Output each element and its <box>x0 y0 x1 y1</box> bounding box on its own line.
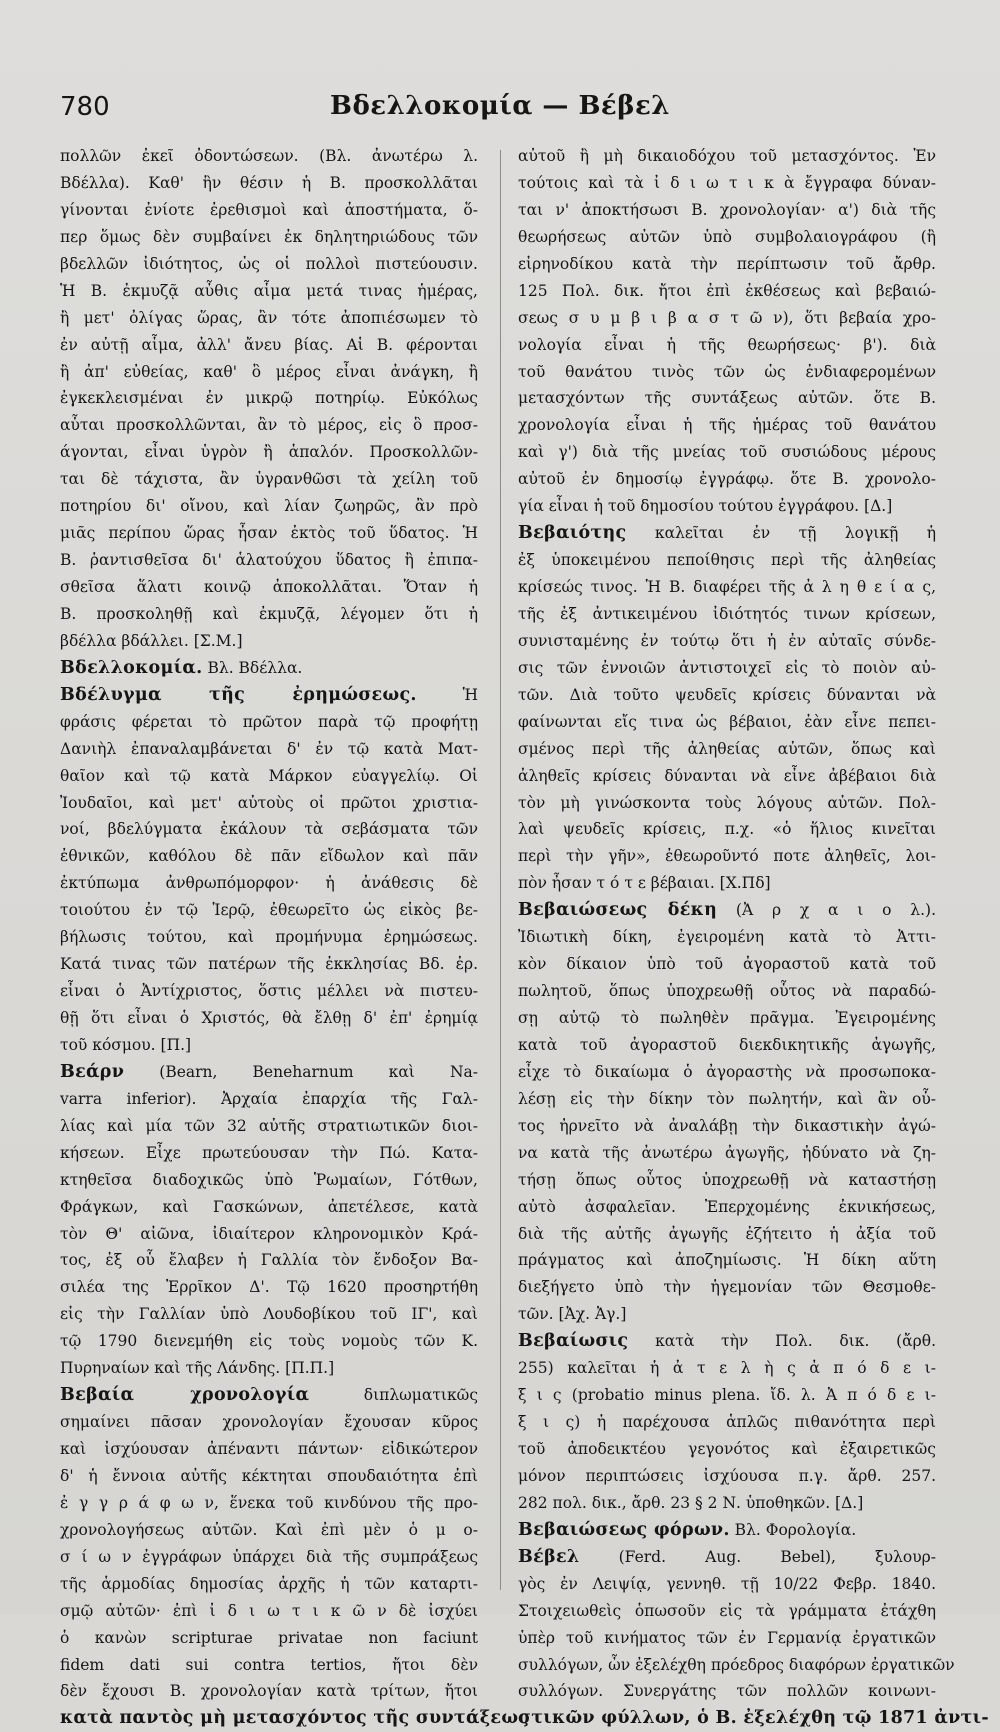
text-line <box>60 1382 478 1409</box>
text-fragment: θῇ ὅτι εἶναι ὁ Χριστός, θὰ ἔλθῃ δ' ἐπ' ἐρημίᾳ <box>60 1009 478 1027</box>
text-line <box>60 1221 478 1248</box>
text-fragment: σῃ αὐτῷ τὸ πωληθὲν πρᾶγμα. Ἐγειρομένης <box>518 1009 936 1027</box>
text-line <box>518 574 936 601</box>
text-line <box>60 1517 478 1544</box>
text-line <box>60 843 478 870</box>
text-line <box>60 628 478 655</box>
text-line <box>518 1598 936 1625</box>
text-line <box>518 359 936 386</box>
text-fragment: θαῖον καὶ τῷ κατὰ Μάρκον εὐαγγελίῳ. Οἱ <box>60 766 478 785</box>
text-fragment: τῆς ἐξ ἀντικειμένου ἰδιότητός τινων κρίσεων, <box>518 604 936 623</box>
text-fragment: σμῷ αὐτῶν· ἐπὶ ἰ δ ι ω τ ι κ ῶ ν δὲ ἰσχύει <box>60 1601 478 1620</box>
text-fragment: ἐν αὐτῇ αἷμα, ἀλλ' ἄνευ βίας. Αἱ Β. φέρονται <box>60 335 478 354</box>
text-line <box>518 1328 936 1355</box>
text-line <box>60 197 478 224</box>
text-line <box>518 816 936 843</box>
text-line <box>518 1140 936 1167</box>
text-fragment: περ ὅμως δὲν συμβαίνει ἐκ δηλητηριώδους τῶν <box>60 227 478 246</box>
text-fragment: γίνονται ἐνίοτε ἐρεθισμοὶ καὶ ἀποστήματα, ὅ- <box>60 200 478 219</box>
text-fragment: ἐγκεκλεισμέναι ἐν μικρῷ ποτηρίῳ. Εὐκόλως <box>60 389 478 408</box>
text-fragment: Δανιὴλ ἐπαναλαμβάνεται δ' ἐν τῷ κατὰ Ματ- <box>60 739 478 758</box>
text-fragment: δ' ἡ ἔννοια αὐτῆς κέκτηται σπουδαιότητα ἐπὶ <box>60 1466 478 1485</box>
text-fragment: ται δὲ τάχιστα, ἂν ὑγρανθῶσι τὰ χείλη τοῦ <box>60 470 478 489</box>
entry-headword: Βδελλοκομία. <box>60 657 203 678</box>
text-line <box>518 493 936 520</box>
text-fragment: ξ ι ς (probatio minus plena. ἴδ. λ. Ἀ π ό δ ε ι- <box>518 1386 936 1405</box>
text-line <box>518 1571 936 1598</box>
text-fragment: ἐξ ὑποκειμένου πεποίθησις περὶ τῆς ἀληθείας <box>518 551 936 570</box>
text-fragment: τος, ἐξ οὗ ἔλαβεν ἡ Γαλλία τὸν ἔνδοξον Βα- <box>60 1251 478 1270</box>
text-fragment: Βδέλλα). Καθ' ἣν θέσιν ἡ Β. προσκολλᾶται <box>60 173 478 192</box>
text-fragment: κατὰ τὴν Πολ. δικ. (ἄρθ. <box>628 1332 936 1351</box>
text-line <box>518 897 936 924</box>
text-line <box>518 224 936 251</box>
entry-headword: Βεβαία χρονολογία <box>60 1385 310 1406</box>
text-fragment: ἢ μετ' ὀλίγας ὥρας, ἂν τότε ἀποπιέσωμεν τὸ <box>60 308 478 327</box>
text-fragment: (Ferd. Aug. Bebel), ξυλουρ- <box>579 1547 936 1566</box>
text-line <box>60 1625 478 1652</box>
text-line <box>518 951 936 978</box>
text-line <box>518 547 936 574</box>
text-fragment: 125 Πολ. δικ. ἤτοι ἐπὶ ἐκθέσεως καὶ βεβαιώ- <box>518 281 936 300</box>
text-fragment: σ ί ω ν ἐγγράφων ὑπάρχει διὰ τῆς συμπράξεως <box>60 1547 478 1566</box>
text-fragment: γὸς ἐν Λειψίᾳ, γεννηθ. τῇ 10/22 Φεβρ. 1840. <box>518 1574 936 1593</box>
text-line <box>60 1409 478 1436</box>
text-fragment: ξ ι ς) ἡ παρέχουσα ἁπλῶς πιθανότητα περὶ <box>518 1413 936 1432</box>
right-column <box>518 143 990 1729</box>
text-fragment: ποτηρίου δι' οἴνου, καὶ λίαν ζωηρῶς, ἂν πρὸ <box>60 497 478 516</box>
text-line <box>518 1247 936 1274</box>
text-fragment: καὶ γ') διὰ τῆς μνείας τοῦ συσιώδους μέρους <box>518 443 936 462</box>
text-line <box>60 359 478 386</box>
text-line <box>518 1194 936 1221</box>
text-fragment: τήσῃ ὅπως οὗτος ὑποχρεωθῇ νὰ καταστήσῃ <box>518 1170 936 1189</box>
text-line <box>60 278 478 305</box>
text-fragment: αὐτοῦ ἢ μὴ δικαιοδόχου τοῦ μετασχόντος. Ἐν <box>518 147 936 165</box>
text-line <box>518 1301 936 1328</box>
text-line <box>518 1678 936 1705</box>
entry-headword: Βεβαίωσις <box>518 1331 629 1352</box>
text-line <box>518 1436 936 1463</box>
text-line <box>518 1005 936 1032</box>
text-fragment: varra inferior). Ἀρχαία ἐπαρχία τῆς Γαλ- <box>60 1089 478 1108</box>
text-line <box>518 332 936 359</box>
text-line <box>60 951 478 978</box>
text-fragment: αὐτὸ ἀσφαλεῖαν. Ἐπερχομένης ἐκνικήσεως, <box>518 1197 936 1216</box>
text-fragment: ὑπὲρ τοῦ κινήματος τῶν ἐν Γερμανίᾳ ἐργατικῶν <box>518 1628 936 1647</box>
text-fragment: καὶ ἰσχύουσαν ἀπέναντι πάντων· εἰδικώτερον <box>60 1440 478 1458</box>
text-line <box>60 305 478 332</box>
text-fragment: βδελλῶν ἰδιότητος, ὡς οἱ πολλοὶ πιστεύουσιν. <box>60 254 478 273</box>
text-fragment: (Ἀ ρ χ α ι ο λ.). <box>717 901 936 920</box>
text-line <box>518 1113 936 1140</box>
text-line <box>518 1059 936 1086</box>
text-fragment: ἐθνικῶν, καθόλου δὲ πᾶν εἴδωλον καὶ πᾶν <box>60 847 478 866</box>
text-fragment: καλεῖται ἐν τῇ λογικῇ ἡ <box>626 524 936 543</box>
text-fragment: συλλόγων. Συνεργάτης τῶν πολλῶν κοινωνι- <box>518 1682 936 1701</box>
text-fragment: γία εἶναι ἡ τοῦ δημοσίου τούτου ἐγγράφου. [Δ.] <box>518 497 893 516</box>
text-line <box>60 682 478 709</box>
text-line <box>518 709 936 736</box>
text-line <box>60 170 478 197</box>
text-line <box>60 1571 478 1598</box>
text-fragment: ἢ ἀπ' εὐθείας, καθ' ὃ μέρος εἶναι ἀνάγκη, ἢ <box>60 362 478 381</box>
text-fragment: εἶχε τὸ δικαίωμα ὁ ἀγοραστὴς νὰ προσωποκα- <box>518 1062 936 1081</box>
text-line <box>60 493 478 520</box>
text-fragment: τούτοις καὶ τὰ ἰ δ ι ω τ ι κ ὰ ἔγγραφα δύναν- <box>518 173 936 192</box>
text-fragment: Βλ. Φορολογία. <box>729 1520 857 1539</box>
text-line <box>60 520 478 547</box>
text-fragment: τοῦ θανάτου τινὸς τῶν ὡς ἐνδιαφερομένων <box>518 362 936 381</box>
text-line <box>518 790 936 817</box>
text-fragment: ται ν' ἀποκτήσωσι Β. χρονολογίαν· α') διὰ τῆς <box>518 200 936 219</box>
text-line <box>60 1463 478 1490</box>
text-fragment: κὸν δίκαιον ὑπὸ τοῦ ἀγοραστοῦ κατὰ τοῦ <box>518 955 936 974</box>
page-number: 780 <box>60 92 110 122</box>
text-fragment: τος ἠρνεῖτο νὰ ἀναλάβῃ τὴν δικαστικὴν ἀγώ- <box>518 1116 936 1135</box>
text-line <box>518 655 936 682</box>
text-fragment: Ἰδιωτικὴ δίκη, ἐγειρομένη κατὰ τὸ Ἀττι- <box>518 928 936 947</box>
text-line <box>60 412 478 439</box>
text-line <box>60 251 478 278</box>
text-fragment: πολλῶν ἐκεῖ ὀδοντώσεων. (Βλ. ἀνωτέρω λ. <box>60 147 478 165</box>
text-fragment: ἀληθεῖς κρίσεις δύνανται νὰ εἶνε ἀβέβαιοι διὰ <box>518 766 936 785</box>
text-fragment: τὸν Θ' αἰῶνα, ἰδιαίτερον κληρονομικὸν Κρά- <box>60 1224 478 1243</box>
text-fragment: δὲν ἔχουσι Β. χρονολογίαν κατὰ τρίτων, ἤτοι <box>60 1682 478 1701</box>
text-fragment: νοί, βδελύγματα ἐκάλουν τὰ σεβάσματα τῶν <box>60 820 478 839</box>
page-header <box>55 88 945 128</box>
text-line <box>518 1463 936 1490</box>
text-line <box>60 1355 478 1382</box>
text-line <box>60 385 478 412</box>
text-fragment: διεξήγετο ὑπὸ τὴν ἡγεμονίαν τῶν Θεσμοθε- <box>518 1278 936 1297</box>
text-line <box>60 924 478 951</box>
text-line <box>60 1005 478 1032</box>
text-fragment: χρονολογήσεως αὐτῶν. Καὶ ἐπὶ μὲν ὁ μ ο- <box>60 1520 478 1539</box>
text-fragment: πὸν ἦσαν τ ό τ ε βέβαιαι. [Χ.Πδ] <box>518 874 771 893</box>
text-fragment: κτηθεῖσα διαδοχικῶς ὑπὸ Ῥωμαίων, Γότθων, <box>60 1170 478 1189</box>
text-fragment: να κατὰ τῆς ἀνωτέρω ἀγωγῆς, ἠδύνατο νὰ ζη- <box>518 1143 936 1162</box>
text-line <box>60 763 478 790</box>
text-fragment: 282 πολ. δικ., ἄρθ. 23 § 2 Ν. ὑποθηκῶν. [Δ.] <box>518 1493 864 1512</box>
text-line <box>518 305 936 332</box>
text-line <box>518 439 936 466</box>
text-fragment: βδέλλα βδάλλει. [Σ.Μ.] <box>60 631 243 650</box>
text-fragment: Κατά τινας τῶν πατέρων τῆς ἐκκλησίας Βδ. ἐρ. <box>60 955 478 974</box>
text-line <box>60 1140 478 1167</box>
text-fragment: τοιούτου ἐν τῷ Ἱερῷ, ἐθεωρεῖτο ὡς εἰκὸς βε- <box>60 901 478 920</box>
entry-headword: Βδέλυγμα τῆς ἐρημώσεως. <box>60 684 417 705</box>
text-line <box>518 278 936 305</box>
text-fragment: σθεῖσα ἅλατι κοινῷ ἀποκολλᾶται. Ὅταν ἡ <box>60 578 478 596</box>
text-fragment: τὸν μὴ γινώσκοντα τοὺς λόγους αὐτῶν. Πολ- <box>518 793 936 812</box>
column-divider <box>500 150 501 1590</box>
text-line <box>60 143 478 170</box>
text-fragment: περὶ τὴν γῆν», ἐθεωροῦντό ποτε ἀληθεῖς, λοι- <box>518 847 936 866</box>
text-line <box>60 1194 478 1221</box>
text-fragment: Ἰουδαῖοι, καὶ μετ' αὐτοὺς οἱ πρῶτοι χριστια- <box>60 793 478 812</box>
text-line <box>518 1274 936 1301</box>
text-line <box>518 1490 936 1517</box>
text-fragment: (Bearn, Beneharnum καὶ Na- <box>124 1062 478 1081</box>
text-fragment: εἰρηνοδίκου κατὰ τὴν περίπτωσιν τοῦ ἄρθρ. <box>518 254 936 273</box>
text-line <box>60 870 478 897</box>
text-line <box>518 682 936 709</box>
text-fragment: Β. προσκοληθῇ καὶ ἐκμυζᾷ, λέγομεν ὅτι ἡ <box>60 604 478 623</box>
text-line <box>518 1705 990 1732</box>
text-fragment: θεωρήσεως αὐτῶν ὑπὸ συμβολαιογράφου (ἢ <box>518 227 936 246</box>
entry-headword: Βεβαιότης <box>518 523 627 544</box>
running-head: Βδελλοκομία — Βέβελ <box>329 91 671 121</box>
text-line <box>60 224 478 251</box>
text-line <box>518 978 936 1005</box>
text-fragment: σμένος περὶ τῆς ἀληθείας αὐτῶν, ὅπως καὶ <box>518 739 936 758</box>
text-fragment: νολογία εἶναι ἡ τῆς θεωρήσεως· β'). διὰ <box>518 335 936 354</box>
text-fragment: βήλωσις τούτου, καὶ προμήνυμα ἐρημώσεως. <box>60 928 478 947</box>
text-line <box>518 1086 936 1113</box>
text-fragment: τοῦ κόσμου. [Π.] <box>60 1035 192 1054</box>
text-fragment: Στοιχειωθεὶς ὁπωσοῦν εἰς τὰ γράμματα ἐτάχθη <box>518 1601 936 1620</box>
text-line <box>60 1678 478 1705</box>
text-line <box>518 197 936 224</box>
text-fragment: άγονται, εἶναι ὑγρὸν ἢ ἁπαλόν. Προσκολλῶν- <box>60 443 478 462</box>
text-fragment: εἶναι ὁ Ἀντίχριστος, ὅστις μέλλει νὰ πιστευ- <box>60 982 478 1001</box>
text-fragment: τῆς ἁρμοδίας δημοσίας ἀρχῆς ἡ τῶν καταρτι- <box>60 1574 478 1593</box>
text-fragment: μετασχόντων τῆς συντάξεως αὐτῶν. ὅτε Β. <box>518 389 936 408</box>
text-line <box>518 601 936 628</box>
text-fragment: φαίνωνται εἴς τινα ὡς βέβαιοι, ἐὰν εἶνε πεπει- <box>518 712 936 731</box>
text-line <box>60 1113 478 1140</box>
text-fragment: φράσις φέρεται τὸ πρῶτον παρὰ τῷ προφήτῃ <box>60 712 478 731</box>
text-line <box>518 870 936 897</box>
text-line <box>518 1382 936 1409</box>
text-line <box>518 251 936 278</box>
text-fragment: τοῦ ἀποδεικτέου γεγονότος καὶ ἐξαιρετικῶς <box>518 1440 936 1458</box>
text-line <box>60 1059 478 1086</box>
text-fragment: λέσῃ εἰς τὴν δίκην τὸν πωλητήν, καὶ ἂν οὗ- <box>518 1089 936 1108</box>
text-line <box>518 143 936 170</box>
text-fragment: λαὶ ψευδεῖς κρίσεις, π.χ. «ὁ ἥλιος κινεῖται <box>518 820 936 839</box>
text-line <box>518 1355 936 1382</box>
text-line <box>60 1301 478 1328</box>
text-line <box>60 1436 478 1463</box>
text-fragment: συλλόγων, ὧν ἐξελέχθη πρόεδρος διαφόρων ἐργατικῶν <box>518 1655 955 1674</box>
text-line <box>518 1652 955 1679</box>
text-line <box>60 439 478 466</box>
text-line <box>518 170 936 197</box>
text-fragment: Πυρηναίων καὶ τῆς Λάνδης. [Π.Π.] <box>60 1359 335 1378</box>
text-line <box>60 466 478 493</box>
text-fragment: σιλέα της Ἐρρῖκον Δ'. Τῷ 1620 προσηρτήθη <box>60 1278 478 1297</box>
text-line <box>60 1032 478 1059</box>
text-fragment: Βλ. Βδέλλα. <box>202 658 303 677</box>
text-fragment: ὁ κανὼν scripturae privatae non faciunt <box>60 1628 478 1647</box>
text-line <box>60 1598 478 1625</box>
text-fragment: Ἡ Β. ἐκμυζᾷ αὖθις αἷμα μετά τινας ἡμέρας, <box>60 281 478 300</box>
text-fragment: Β. ῥαντισθεῖσα δι' ἁλατούχου ὕδατος ἢ ἐπιπα- <box>60 551 478 570</box>
text-line <box>60 332 478 359</box>
text-line <box>518 1409 936 1436</box>
text-line <box>518 1032 936 1059</box>
text-line <box>60 1544 478 1571</box>
text-fragment: κρίσεώς τινος. Ἡ Β. διαφέρει τῆς ἀ λ η θ ε ί α ς, <box>518 578 936 596</box>
text-line <box>60 897 478 924</box>
text-line <box>518 843 936 870</box>
text-fragment: συνισταμένης ἐν τούτῳ ὅτι ἡ ἐν αὐταῖς σύνδε- <box>518 631 936 650</box>
text-line <box>60 1705 530 1732</box>
text-fragment: τῶν. [Ἀχ. Ἀγ.] <box>518 1305 627 1324</box>
text-fragment: μόνον περιπτώσεις ἰσχύουσα π.γ. ἄρθ. 257. <box>518 1466 936 1485</box>
text-line <box>60 574 478 601</box>
text-fragment: σις τῶν ἐννοιῶν ἀντιστοιχεῖ εἰς τὸ ποιὸν αὐ- <box>518 658 936 677</box>
text-line <box>60 1167 478 1194</box>
entry-headword: Βεβαιώσεως φόρων. <box>518 1519 730 1540</box>
text-fragment: πράγματος καὶ ἀποζημίωσις. Ἡ δίκη αὕτη <box>518 1251 936 1270</box>
entry-headword: στικῶν φύλλων, ὁ Β. ἐξελέχθη τῷ 1871 ἀντι- <box>518 1708 990 1729</box>
text-line <box>60 655 478 682</box>
text-line <box>60 978 478 1005</box>
text-fragment: σημαίνει πᾶσαν χρονολογίαν ἔχουσαν κῦρος <box>60 1413 478 1432</box>
text-line <box>60 1652 478 1679</box>
text-line <box>518 1221 936 1248</box>
text-fragment: αὐτοῦ ἐν δημοσίῳ ἐγγράφῳ. ὅτε Β. χρονολο- <box>518 470 936 489</box>
text-line <box>518 520 936 547</box>
text-fragment: Ἡ <box>416 685 478 704</box>
text-fragment: διπλωματικῶς <box>309 1386 478 1405</box>
entry-headword: Βεβαιώσεως δέκη <box>518 900 718 921</box>
text-line <box>60 1490 478 1517</box>
text-line <box>60 1274 478 1301</box>
text-fragment: ἐ γ γ ρ ά φ ω ν, ἕνεκα τοῦ κινδύνου τῆς προ- <box>60 1493 478 1512</box>
text-line <box>60 709 478 736</box>
text-fragment: χρονολογία εἶναι ἡ τῆς ἡμέρας τοῦ θανάτου <box>518 416 936 435</box>
text-line <box>60 1086 478 1113</box>
text-fragment: Φράγκων, καὶ Γασκώνων, ἀπετέλεσε, κατὰ <box>60 1197 478 1216</box>
text-line <box>518 763 936 790</box>
text-line <box>518 412 936 439</box>
text-fragment: ἐκτύπωμα ἀνθρωπόμορφον· ἡ ἀνάθεσις δὲ <box>60 874 478 893</box>
text-line <box>60 736 478 763</box>
text-fragment: πωλητοῦ, ὅπως ὑποχρεωθῇ οὗτος νὰ παραδώ- <box>518 982 936 1001</box>
text-fragment: fidem dati sui contra tertios, ἤτοι δὲν <box>60 1655 478 1674</box>
entry-headword: Βεάρν <box>60 1061 125 1082</box>
text-fragment: αὗται προσκολλῶνται, ἂν τὸ μέρος, εἰς ὃ προσ- <box>60 416 478 435</box>
text-fragment: 255) καλεῖται ἡ ἀ τ ε λ ὴ ς ἀ π ό δ ε ι- <box>518 1359 936 1378</box>
text-line <box>518 1625 936 1652</box>
text-line <box>518 466 936 493</box>
text-line <box>518 1517 936 1544</box>
entry-headword: Βέβελ <box>518 1546 580 1567</box>
text-line <box>518 628 936 655</box>
text-line <box>60 601 478 628</box>
text-fragment: κήσεων. Εἶχε πρωτεύουσαν τὴν Πώ. Κατα- <box>60 1143 478 1162</box>
text-line <box>60 790 478 817</box>
text-line <box>60 1328 478 1355</box>
entry-headword: κατὰ παντὸς μὴ μετασχόντος τῆς συντάξεως <box>60 1708 530 1729</box>
text-line <box>60 547 478 574</box>
text-fragment: κατὰ τοῦ ἀγοραστοῦ διεκδικητικῆς ἀγωγῆς, <box>518 1035 936 1054</box>
text-line <box>60 816 478 843</box>
text-line <box>518 1544 936 1571</box>
text-fragment: διὰ τῆς αὐτῆς ἀγωγῆς ἐζήτειτο ἡ ἀξία τοῦ <box>518 1224 936 1243</box>
text-line <box>518 924 936 951</box>
text-line <box>518 736 936 763</box>
text-fragment: λίας καὶ μία τῶν 32 αὐτῆς στρατιωτικῶν διοι- <box>60 1116 478 1135</box>
text-fragment: σεως σ υ μ β ι β α σ τ ῶ ν), ὅτι βεβαία χρο- <box>518 308 936 327</box>
text-line <box>518 1167 936 1194</box>
text-line <box>60 1247 478 1274</box>
text-fragment: εἰς τὴν Γαλλίαν ὑπὸ Λουδοβίκου τοῦ ΙΓ', καὶ <box>60 1305 478 1324</box>
text-fragment: τῶν. Διὰ τοῦτο ψευδεῖς κρίσεις δύνανται νὰ <box>518 685 936 704</box>
text-fragment: τῷ 1790 διενεμήθη εἰς τοὺς νομοὺς τῶν Κ. <box>60 1332 478 1351</box>
left-column <box>60 143 530 1729</box>
text-fragment: μιᾶς περίπου ὥρας ἦσαν ἐκτὸς τοῦ ὕδατος. Ἡ <box>60 524 478 543</box>
text-line <box>518 385 936 412</box>
